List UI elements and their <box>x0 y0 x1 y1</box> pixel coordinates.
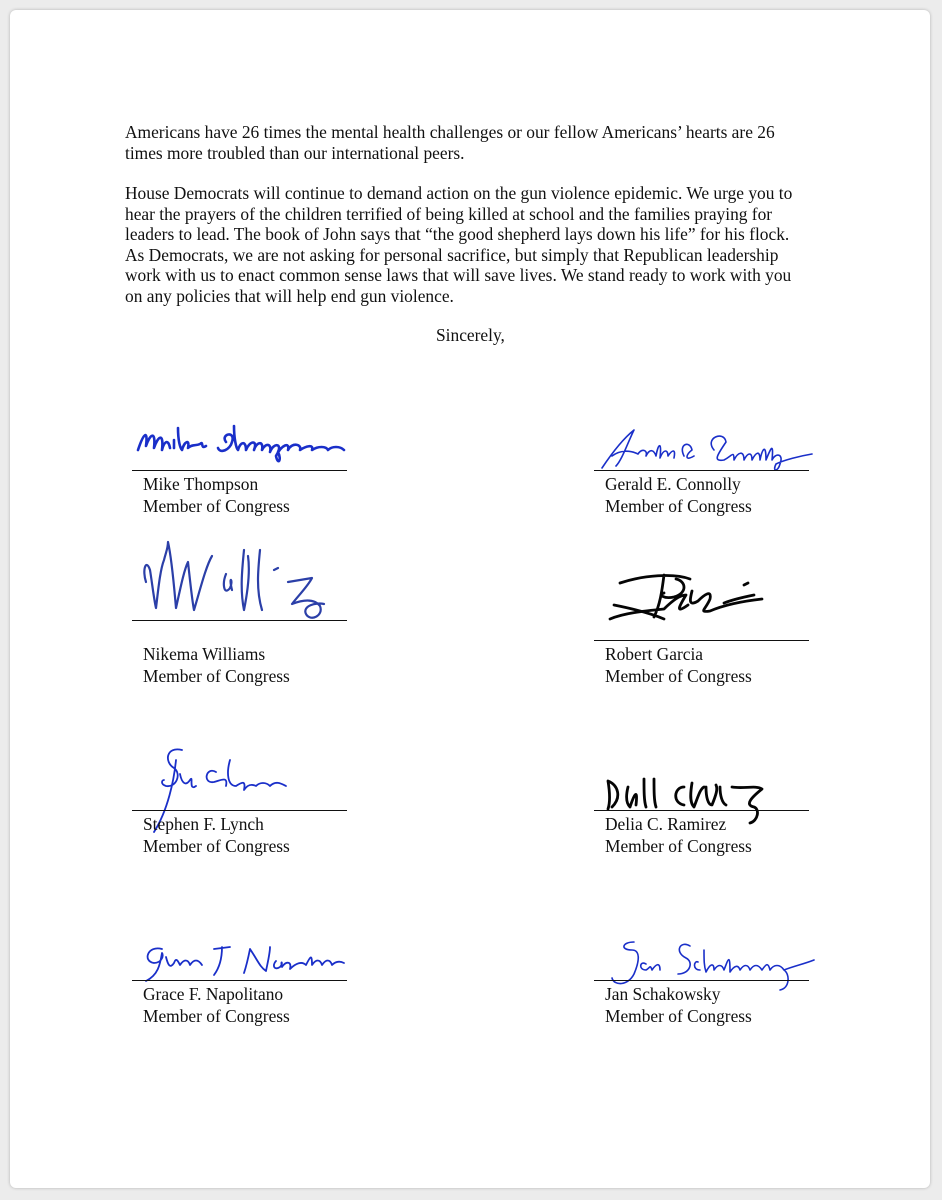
signature-line <box>594 980 809 981</box>
signer-name: Robert Garcia <box>605 644 704 664</box>
signature-line <box>132 810 347 811</box>
signature-thompson <box>134 420 349 470</box>
signer-name: Gerald E. Connolly <box>605 474 741 494</box>
signer-title: Member of Congress <box>143 1006 290 1026</box>
signature-line <box>132 470 347 471</box>
signer-name: Delia C. Ramirez <box>605 814 727 834</box>
signature-line <box>594 640 809 641</box>
signature-line <box>594 810 809 811</box>
signer-name: Nikema Williams <box>143 644 266 664</box>
paragraph-gun-violence: House Democrats will continue to demand action on the gun violence epidemic. We urge you to hear the prayers of the children terrified of being killed at school and the families praying for leaders to lead. The book of John says that “the good shepherd lays down his life” for his flock. As Democrats, we are not asking for personal sacrifice, but simply that Republican leadership work with us to enact common sense laws that will save lives. We stand ready to work with you on any policies that will help end gun violence. <box>125 183 793 306</box>
signer-title: Member of Congress <box>605 666 752 686</box>
signature-line <box>594 470 809 471</box>
letter-page <box>10 10 930 1188</box>
paragraph-mental-health: Americans have 26 times the mental health challenges or our fellow Americans’ hearts are 26 times more troubled than our international peers. <box>125 122 775 163</box>
signature-williams <box>132 530 347 620</box>
signer-title: Member of Congress <box>143 496 290 516</box>
signer-title: Member of Congress <box>605 496 752 516</box>
signer-name: Grace F. Napolitano <box>143 984 284 1004</box>
closing: Sincerely, <box>436 325 505 345</box>
signature-garcia <box>594 565 819 635</box>
signer-title: Member of Congress <box>605 1006 752 1026</box>
signature-napolitano <box>132 935 357 990</box>
signer-name: Mike Thompson <box>143 474 259 494</box>
signer-name: Jan Schakowsky <box>605 984 721 1004</box>
signature-line <box>132 620 347 621</box>
letter-body <box>125 122 805 326</box>
signer-title: Member of Congress <box>143 666 290 686</box>
signer-title: Member of Congress <box>605 836 752 856</box>
signer-name: Stephen F. Lynch <box>143 814 264 834</box>
signature-connolly <box>594 420 819 476</box>
signature-line <box>132 980 347 981</box>
signer-title: Member of Congress <box>143 836 290 856</box>
